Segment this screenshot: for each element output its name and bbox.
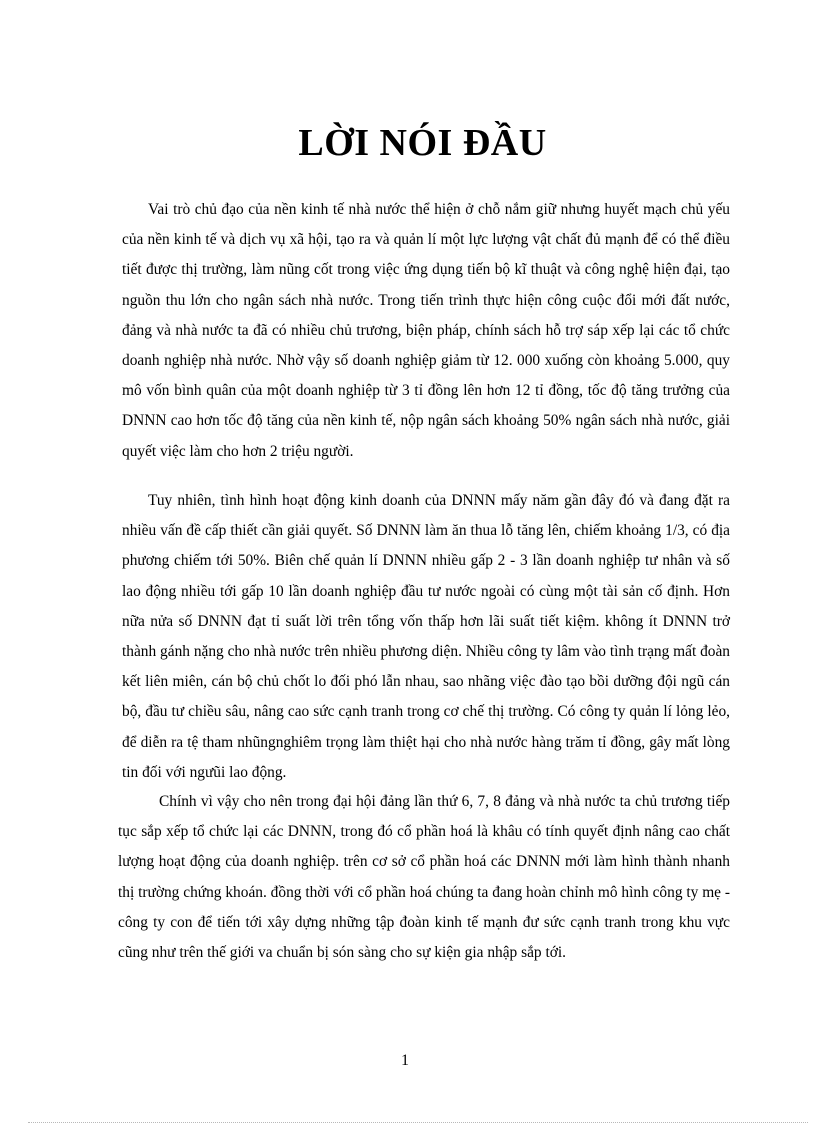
page-number: 1 [401, 1052, 409, 1069]
paragraph-2: Tuy nhiên, tình hình hoạt động kinh doanh của DNNN mấy năm gần đây đó và đang đặt ra nhiều vấn đề cấp thiết cần giải quyết. Số DNNN làm ăn thua lỗ tăng lên, chiếm khoảng 1/3, có địa phương chiếm tới 50%. Biên chế quản lí DNNN nhiều gấp 2 - 3 lần doanh nghiệp tư nhân và số lao động nhiều tới gấp 10 lần doanh nghiệp đầu tư nước ngoài có cùng một tài sản cố định. Hơn nữa nửa số DNNN đạt tỉ suất lời trên tổng vốn thấp hơn lãi suất tiết kiệm. không ít DNNN trở thành gánh nặng cho nhà nước trên nhiều phương diện. Nhiều công ty lâm vào tình trạng mất đoàn kết liên miên, cán bộ chủ chốt lo đối phó lẫn nhau, sao nhãng việc đào tạo bồi dưỡng đội ngũ cán bộ, đầu tư chiều sâu, nâng cao sức cạnh tranh trong cơ chế thị trường. Có công ty quản lí lỏng lẻo, để diễn ra tệ tham nhũngnghiêm trọng làm thiệt hại cho nhà nước hàng trăm tỉ đồng, gây mất lòng tin đối với ngưũi lao động. [122, 492, 730, 781]
paragraph-1: Vai trò chủ đạo của nền kinh tế nhà nước thể hiện ở chỗ nắm giữ nhưng huyết mạch chủ yếu của nền kinh tế và dịch vụ xã hội, tạo ra và quản lí một lực lượng vật chất đủ mạnh để có thể điều tiết được thị trường, làm nũng cốt trong việc ứng dụng tiến bộ kĩ thuật và công nghệ hiện đại, tạo nguồn thu lớn cho ngân sách nhà nước. Trong tiến trình thực hiện công cuộc đổi mới đất nước, đảng và nhà nước ta đã có nhiều chủ trương, biện pháp, chính sách hỗ trợ sáp xếp lại các tổ chức doanh nghiệp nhà nước. Nhờ vậy số doanh nghiệp giảm từ 12. 000 xuống còn khoảng 5.000, quy mô vốn bình quân của một doanh nghiệp từ 3 tỉ đồng lên hơn 12 tỉ đồng, tốc độ tăng trưởng của DNNN cao hơn tốc độ tăng của nền kinh tế, nộp ngân sách khoảng 50% ngân sách nhà nước, giải quyết việc làm cho hơn 2 triệu người. [122, 201, 730, 460]
paragraph-3: Chính vì vậy cho nên trong đại hội đảng lần thứ 6, 7, 8 đảng và nhà nước ta chủ trương tiếp tục sắp xếp tổ chức lại các DNNN, trong đó cổ phần hoá là khâu có tính quyết định nâng cao chất lượng hoạt động của doanh nghiệp. trên cơ sở cổ phần hoá các DNNN mới làm hình thành nhanh thị trường chứng khoán. đồng thời với cổ phần hoá chúng ta đang hoàn chỉnh mô hình công ty mẹ - công ty con để tiến tới xây dựng những tập đoàn kinh tế mạnh đư sức cạnh tranh trong khu vực cũng như trên thế giới va chuẩn bị són sàng cho sự kiện gia nhập sắp tới. [118, 793, 730, 962]
page-title: LỜI NÓI ĐẦU [298, 122, 547, 164]
